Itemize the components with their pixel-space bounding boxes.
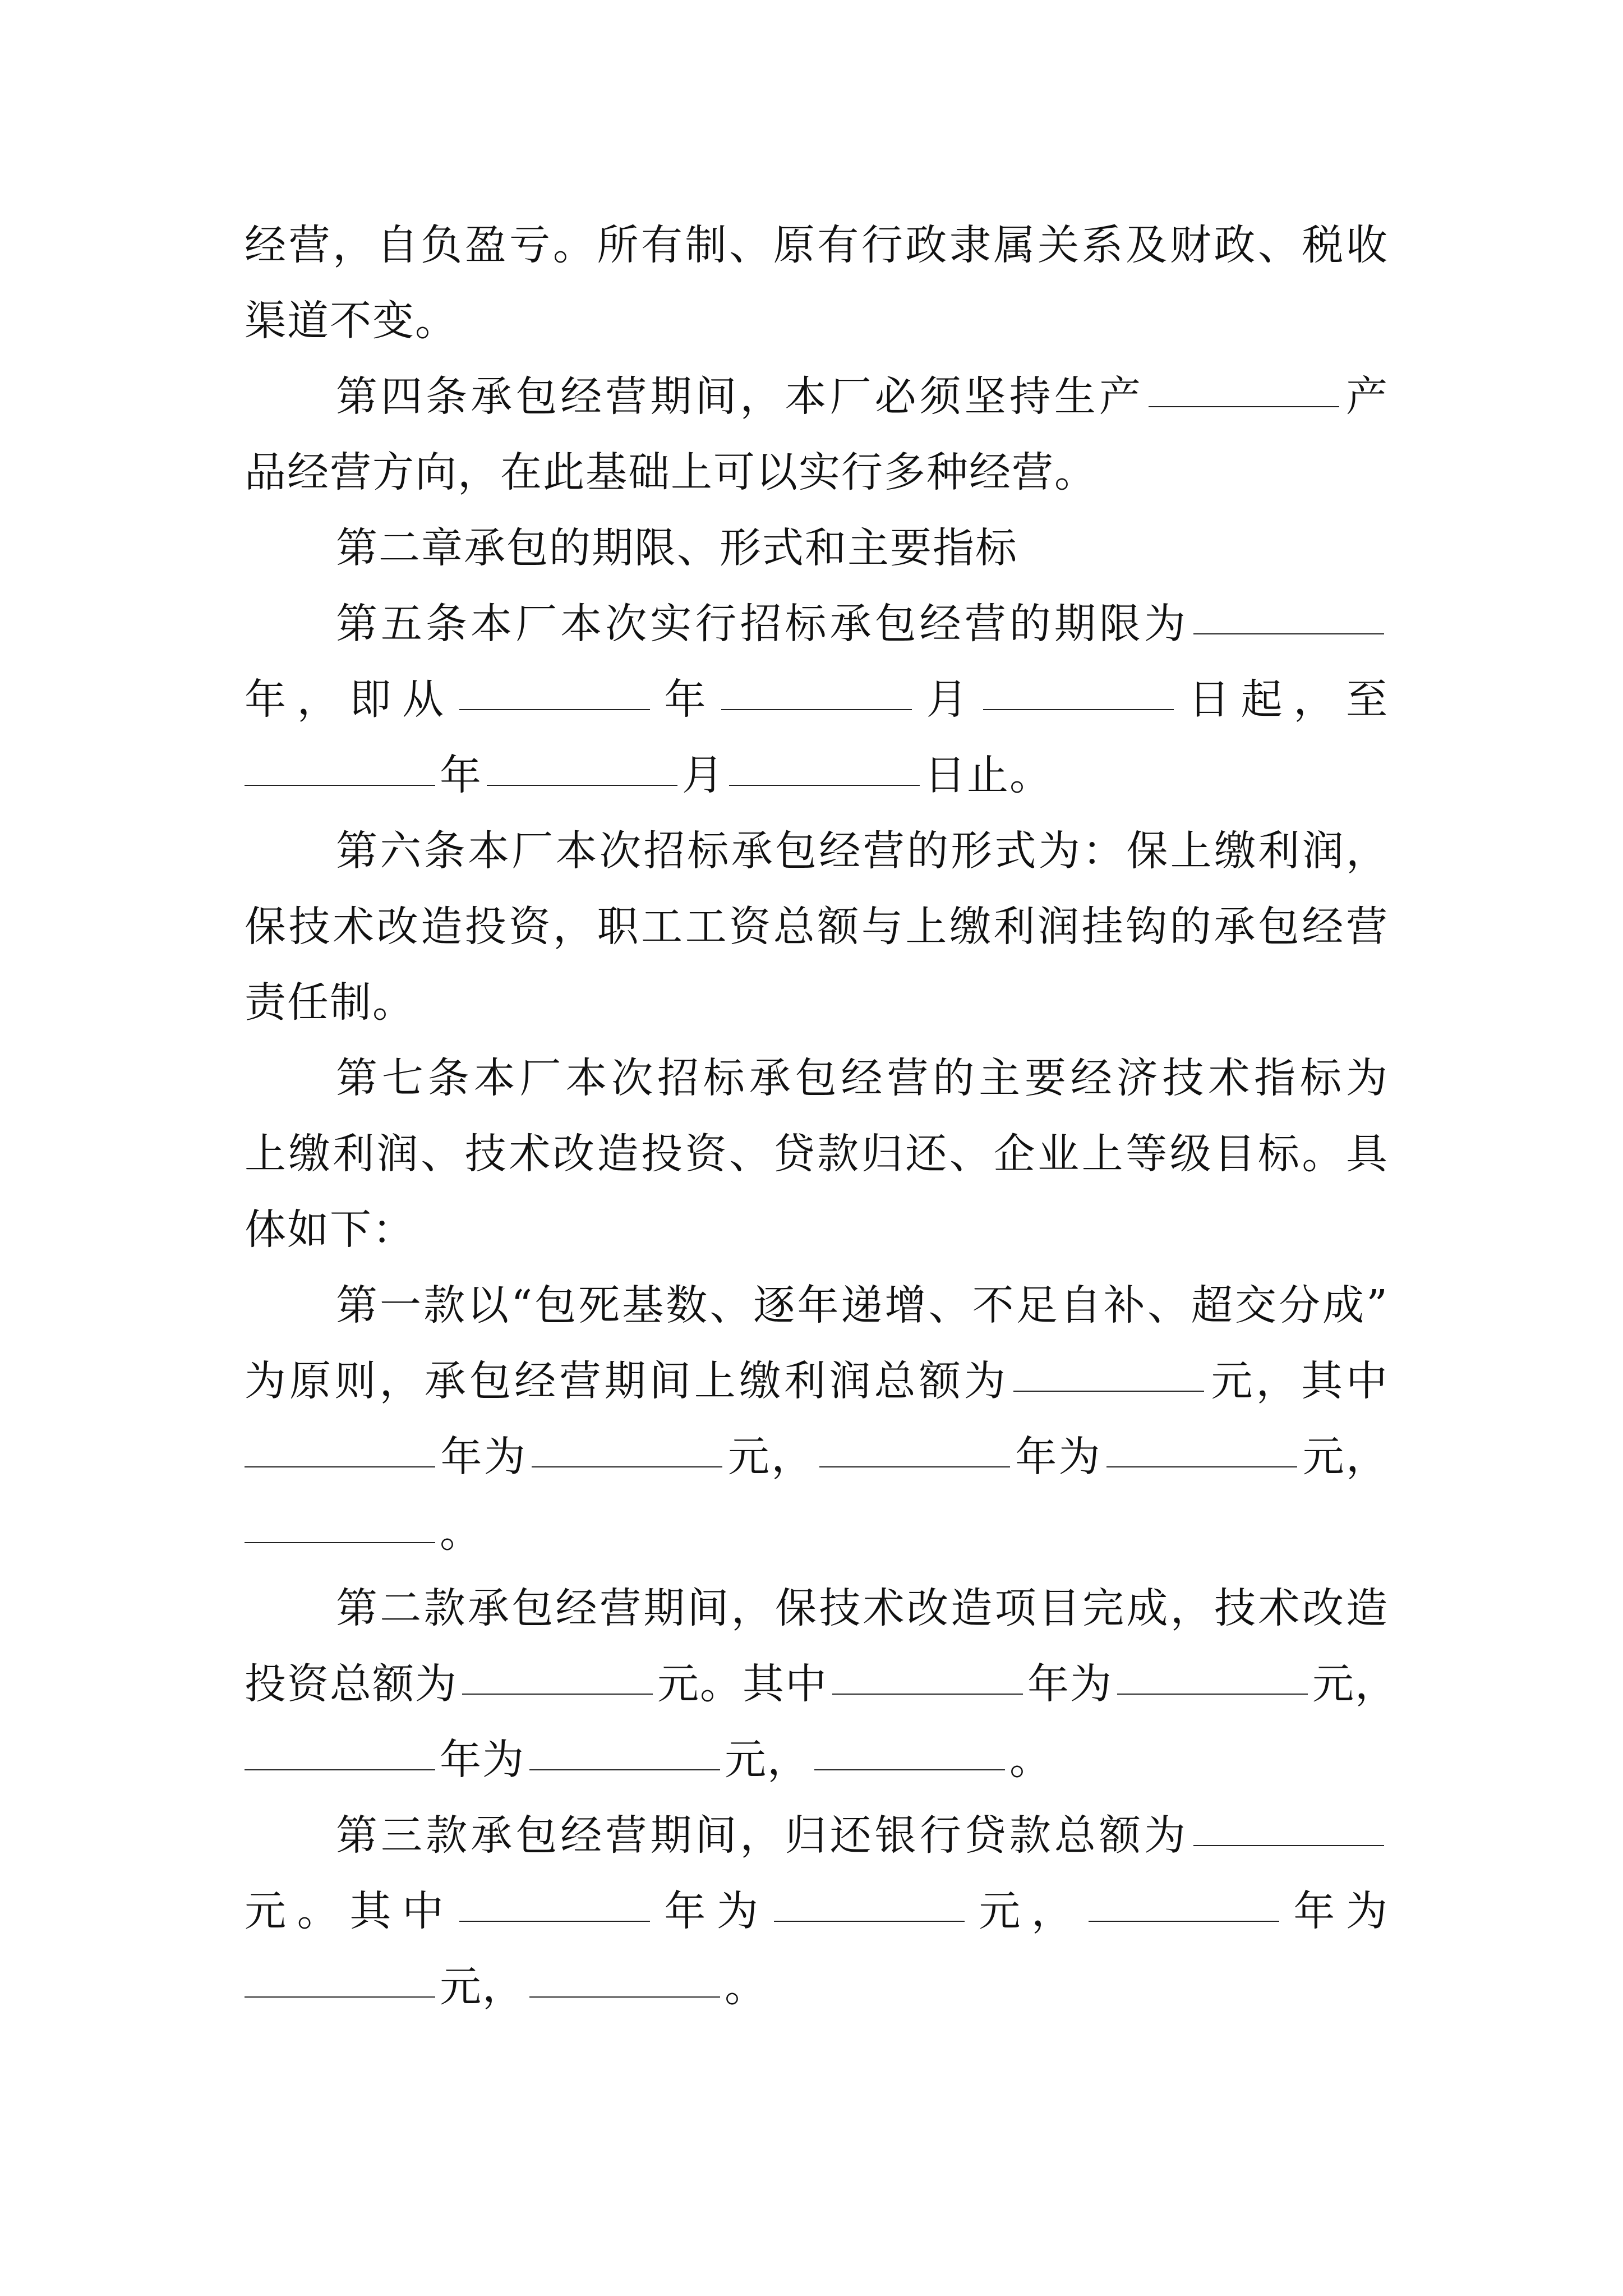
text-line <box>245 662 1389 738</box>
fill-blank[interactable] <box>245 1466 435 1467</box>
paragraph-operation <box>245 208 1389 359</box>
text-line <box>245 1343 1389 1419</box>
text-segment: 。 <box>725 1963 767 2011</box>
text-segment: 第三款承包经营期间，归还银行贷款总额为 <box>336 1811 1189 1860</box>
text-line <box>245 1419 1389 1495</box>
text-line: 渠道不变。 <box>245 297 458 345</box>
text-segment: 元。其中 <box>657 1660 828 1708</box>
paragraph-clause-2 <box>245 1571 1398 1798</box>
fill-blank[interactable] <box>1106 1466 1297 1467</box>
fill-blank[interactable] <box>459 1920 650 1922</box>
text-line: 第二章承包的期限、形式和主要指标 <box>336 524 1018 572</box>
text-line: 第二款承包经营期间，保技术改造项目完成，技术改造 <box>336 1584 1389 1632</box>
fill-blank[interactable] <box>729 784 920 786</box>
fill-blank[interactable] <box>529 1769 720 1770</box>
fill-blank[interactable] <box>832 1693 1023 1695</box>
text-segment: 元，其中 <box>1209 1357 1389 1405</box>
paragraph-clause-3 <box>245 1798 1389 2025</box>
text-line <box>245 359 1389 435</box>
text-segment: 第四条承包经营期间，本厂必须坚持生产 <box>336 372 1144 421</box>
fill-blank[interactable] <box>819 1466 1010 1467</box>
text-line <box>245 1949 1389 2025</box>
paragraph-clause-1 <box>245 1268 1389 1571</box>
fill-blank[interactable] <box>462 1693 653 1695</box>
text-line <box>245 1495 1389 1571</box>
text-line: 责任制。 <box>245 978 415 1027</box>
text-segment: 日止。 <box>924 751 1052 799</box>
fill-blank[interactable] <box>529 1996 720 1998</box>
fill-blank[interactable] <box>721 708 912 710</box>
text-line <box>245 1646 1398 1722</box>
fill-blank[interactable] <box>245 1542 435 1543</box>
text-segment: 投资总额为 <box>245 1660 458 1708</box>
text-segment: 元。其中 <box>245 1887 455 1935</box>
text-segment: 。 <box>440 1508 482 1557</box>
fill-blank[interactable] <box>814 1769 1005 1770</box>
text-segment: 月 <box>916 675 979 724</box>
text-segment: 年为 <box>1283 1887 1389 1935</box>
text-segment: 年为 <box>1014 1433 1103 1481</box>
text-segment: 年为 <box>440 1736 525 1784</box>
paragraph-article-6 <box>245 813 1389 1041</box>
text-segment: 元， <box>727 1433 815 1481</box>
fill-blank[interactable] <box>774 1920 965 1922</box>
fill-blank[interactable] <box>1117 1693 1308 1695</box>
text-line: 品经营方向，在此基础上可以实行多种经营。 <box>245 448 1097 496</box>
fill-blank[interactable] <box>1193 633 1384 634</box>
text-segment: 日起，至 <box>1178 675 1389 724</box>
fill-blank[interactable] <box>532 1466 722 1467</box>
paragraph-article-7 <box>245 1041 1389 1268</box>
chapter-heading <box>245 510 1389 586</box>
text-segment: 元， <box>1302 1433 1389 1481</box>
text-segment: 年为 <box>1027 1660 1113 1708</box>
fill-blank[interactable] <box>1089 1920 1279 1922</box>
text-line: 经营，自负盈亏。所有制、原有行政隶属关系及财政、税收 <box>245 221 1389 269</box>
text-line <box>245 1874 1389 1949</box>
text-segment: 年为 <box>440 1433 528 1481</box>
text-line: 上缴利润、技术改造投资、贷款归还、企业上等级目标。具 <box>245 1130 1389 1178</box>
fill-blank[interactable] <box>983 708 1174 710</box>
text-segment: 产 <box>1343 372 1389 421</box>
text-segment: 年 <box>440 751 482 799</box>
text-line <box>245 1722 1389 1798</box>
text-segment: 年为 <box>654 1887 769 1935</box>
document-body <box>245 208 1398 2025</box>
text-line <box>245 1798 1389 1874</box>
text-line: 体如下： <box>245 1205 415 1254</box>
text-segment: 元， <box>969 1887 1084 1935</box>
text-segment: 元， <box>725 1736 810 1784</box>
text-segment: 年，即从 <box>245 675 455 724</box>
fill-blank[interactable] <box>245 1769 435 1770</box>
fill-blank[interactable] <box>487 784 677 786</box>
text-line <box>245 586 1389 662</box>
paragraph-article-4 <box>245 359 1389 510</box>
text-segment: 元， <box>1312 1660 1398 1708</box>
text-line: 第一款以“包死基数、逐年递增、不足自补、超交分成” <box>336 1281 1389 1329</box>
fill-blank[interactable] <box>245 1996 435 1998</box>
text-segment: 第五条本厂本次实行招标承包经营的期限为 <box>336 600 1189 648</box>
text-segment: 年 <box>654 675 717 724</box>
text-line: 第七条本厂本次招标承包经营的主要经济技术指标为 <box>336 1054 1389 1102</box>
text-line <box>245 738 1389 813</box>
text-segment: 。 <box>1009 1736 1052 1784</box>
paragraph-article-5 <box>245 586 1389 813</box>
text-segment: 为原则，承包经营期间上缴利润总额为 <box>245 1357 1009 1405</box>
text-segment: 月 <box>682 751 725 799</box>
fill-blank[interactable] <box>459 708 650 710</box>
fill-blank[interactable] <box>1149 406 1339 407</box>
fill-blank[interactable] <box>245 784 435 786</box>
text-line: 第六条本厂本次招标承包经营的形式为：保上缴利润， <box>336 827 1389 875</box>
fill-blank[interactable] <box>1193 1844 1384 1846</box>
text-line: 保技术改造投资，职工工资总额与上缴利润挂钩的承包经营 <box>245 903 1389 951</box>
text-segment: 元， <box>440 1963 525 2011</box>
fill-blank[interactable] <box>1013 1390 1204 1392</box>
